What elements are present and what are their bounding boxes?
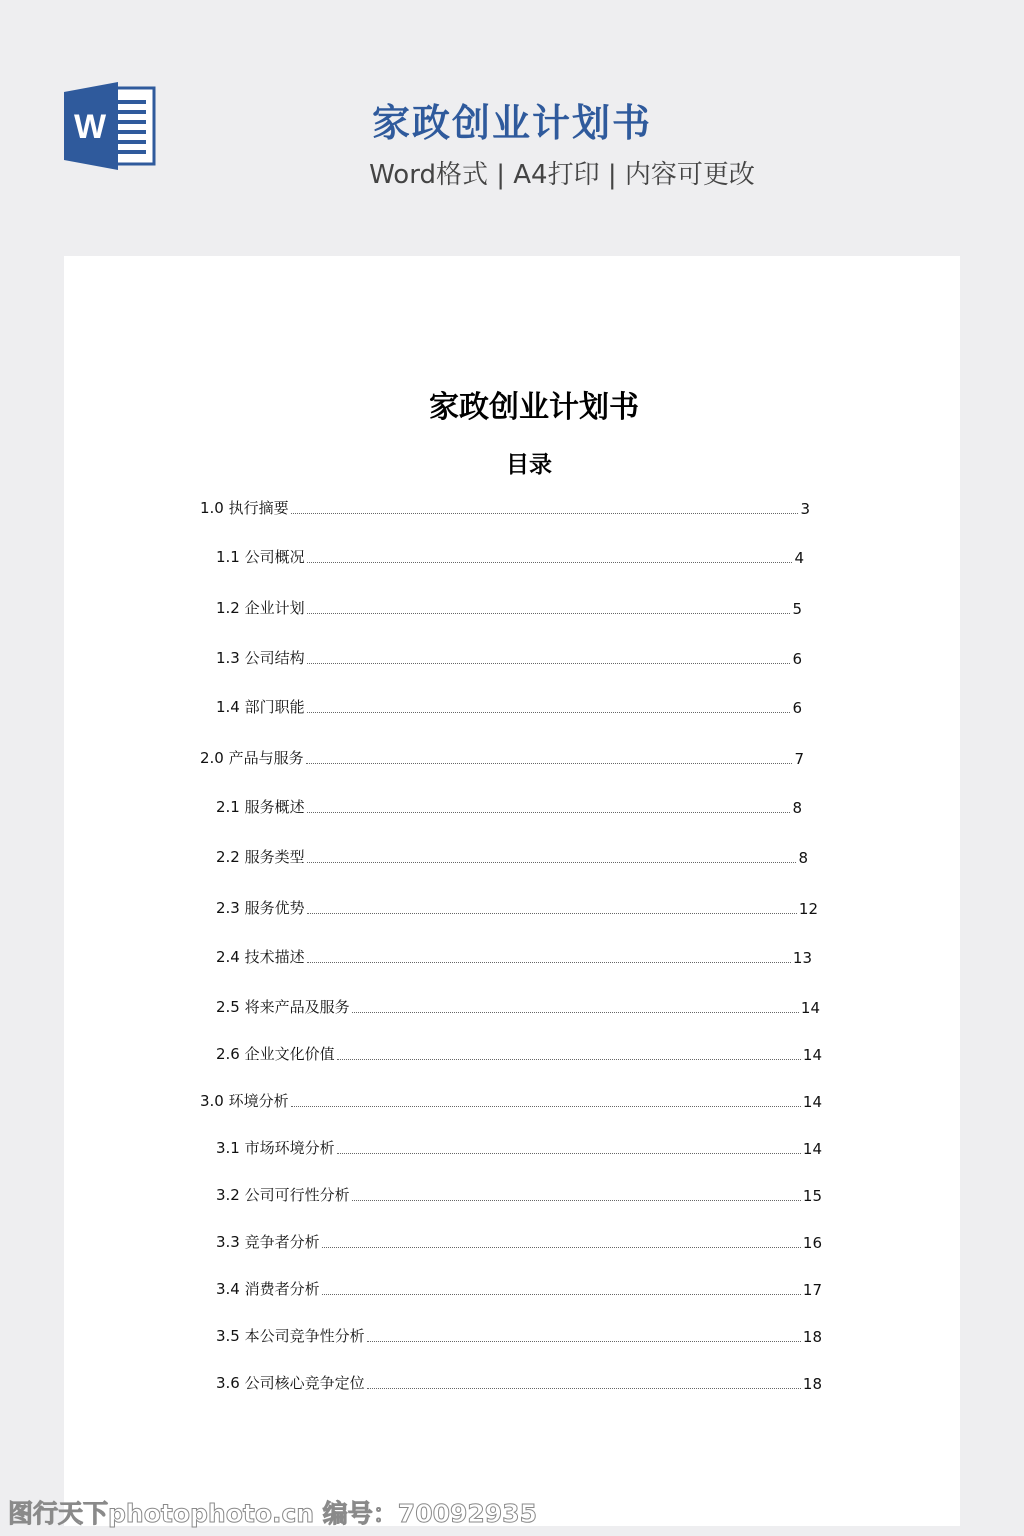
toc-leader	[307, 663, 791, 664]
toc-entry[interactable]	[216, 1324, 822, 1346]
toc-entry[interactable]	[216, 1277, 822, 1299]
toc-entry-label: 3.4 消费者分析	[216, 1280, 320, 1298]
toc-leader	[337, 1153, 801, 1154]
document-title: 家政创业计划书	[429, 390, 639, 425]
toc-entry-label: 1.0 执行摘要	[200, 499, 289, 517]
toc-entry-page: 8	[792, 799, 802, 817]
toc-leader	[367, 1388, 801, 1389]
toc-entry[interactable]	[200, 746, 804, 768]
toc-entry-page: 18	[802, 1328, 822, 1346]
toc-entry[interactable]	[216, 845, 808, 867]
toc-entry[interactable]	[216, 795, 802, 817]
toc-entry-label: 2.6 企业文化价值	[216, 1045, 335, 1063]
toc-entry-label: 1.2 企业计划	[216, 599, 305, 617]
toc-entry-label: 2.5 将来产品及服务	[216, 998, 350, 1016]
toc-leader	[307, 613, 791, 614]
toc-entry-page: 14	[800, 999, 820, 1017]
toc-entry-page: 6	[792, 699, 802, 717]
toc-entry-page: 14	[802, 1046, 822, 1064]
toc-entry-page: 13	[792, 949, 812, 967]
toc-leader	[291, 513, 799, 514]
toc-leader	[307, 862, 797, 863]
toc-entry-label: 2.4 技术描述	[216, 948, 305, 966]
header-subtitle: Word格式 | A4打印 | 内容可更改	[369, 160, 755, 190]
toc-entry-page: 6	[792, 650, 802, 668]
toc-entry-page: 14	[802, 1140, 822, 1158]
header-title: 家政创业计划书	[371, 101, 652, 145]
toc-entry[interactable]	[216, 1183, 822, 1205]
toc-entry-label: 3.5 本公司竞争性分析	[216, 1327, 365, 1345]
toc-leader	[307, 562, 793, 563]
toc-entry[interactable]	[216, 896, 818, 918]
toc-leader	[337, 1059, 801, 1060]
watermark: 图行天下photophoto.cn 编号：70092935	[8, 1499, 537, 1528]
toc-leader	[306, 763, 793, 764]
toc-entry-label: 3.1 市场环境分析	[216, 1139, 335, 1157]
toc-entry[interactable]	[216, 995, 820, 1017]
toc-entry-label: 3.0 环境分析	[200, 1092, 289, 1110]
toc-entry-label: 1.1 公司概况	[216, 548, 305, 566]
toc-entry-page: 12	[798, 900, 818, 918]
toc-heading: 目录	[506, 452, 552, 478]
toc-entry[interactable]	[216, 1230, 822, 1252]
toc-leader	[307, 913, 797, 914]
toc-entry[interactable]	[200, 496, 810, 518]
toc-leader	[352, 1012, 799, 1013]
toc-entry[interactable]	[216, 945, 812, 967]
toc-entry-label: 1.3 公司结构	[216, 649, 305, 667]
toc-entry-label: 3.3 竞争者分析	[216, 1233, 320, 1251]
toc-entry-label: 2.0 产品与服务	[200, 749, 304, 767]
toc-leader	[307, 712, 791, 713]
document-page	[64, 256, 960, 1526]
toc-entry-page: 17	[802, 1281, 822, 1299]
toc-entry-label: 3.6 公司核心竞争定位	[216, 1374, 365, 1392]
toc-entry[interactable]	[216, 545, 804, 567]
toc-entry-page: 14	[802, 1093, 822, 1111]
toc-entry-label: 2.2 服务类型	[216, 848, 305, 866]
toc-entry-page: 15	[802, 1187, 822, 1205]
toc-entry-label: 2.1 服务概述	[216, 798, 305, 816]
toc-entry[interactable]	[216, 646, 802, 668]
header-banner	[0, 0, 1024, 240]
toc-entry-page: 18	[802, 1375, 822, 1393]
toc-leader	[352, 1200, 801, 1201]
toc-entry-page: 3	[800, 500, 810, 518]
toc-leader	[307, 812, 791, 813]
svg-text:W: W	[73, 108, 107, 146]
toc-entry-page: 16	[802, 1234, 822, 1252]
toc-leader	[322, 1294, 801, 1295]
toc-entry[interactable]	[216, 1042, 822, 1064]
toc-entry-label: 1.4 部门职能	[216, 698, 305, 716]
toc-entry-page: 4	[794, 549, 804, 567]
toc-entry[interactable]	[216, 1371, 822, 1393]
toc-entry-label: 3.2 公司可行性分析	[216, 1186, 350, 1204]
toc-entry-label: 2.3 服务优势	[216, 899, 305, 917]
toc-entry[interactable]	[216, 695, 802, 717]
toc-leader	[307, 962, 791, 963]
toc-entry-page: 5	[792, 600, 802, 618]
toc-entry[interactable]	[200, 1089, 822, 1111]
toc-entry[interactable]	[216, 1136, 822, 1158]
toc-entry-page: 8	[798, 849, 808, 867]
toc-entry-page: 7	[794, 750, 804, 768]
toc-leader	[291, 1106, 801, 1107]
toc-leader	[367, 1341, 801, 1342]
toc-leader	[322, 1247, 801, 1248]
toc-entry[interactable]	[216, 596, 802, 618]
